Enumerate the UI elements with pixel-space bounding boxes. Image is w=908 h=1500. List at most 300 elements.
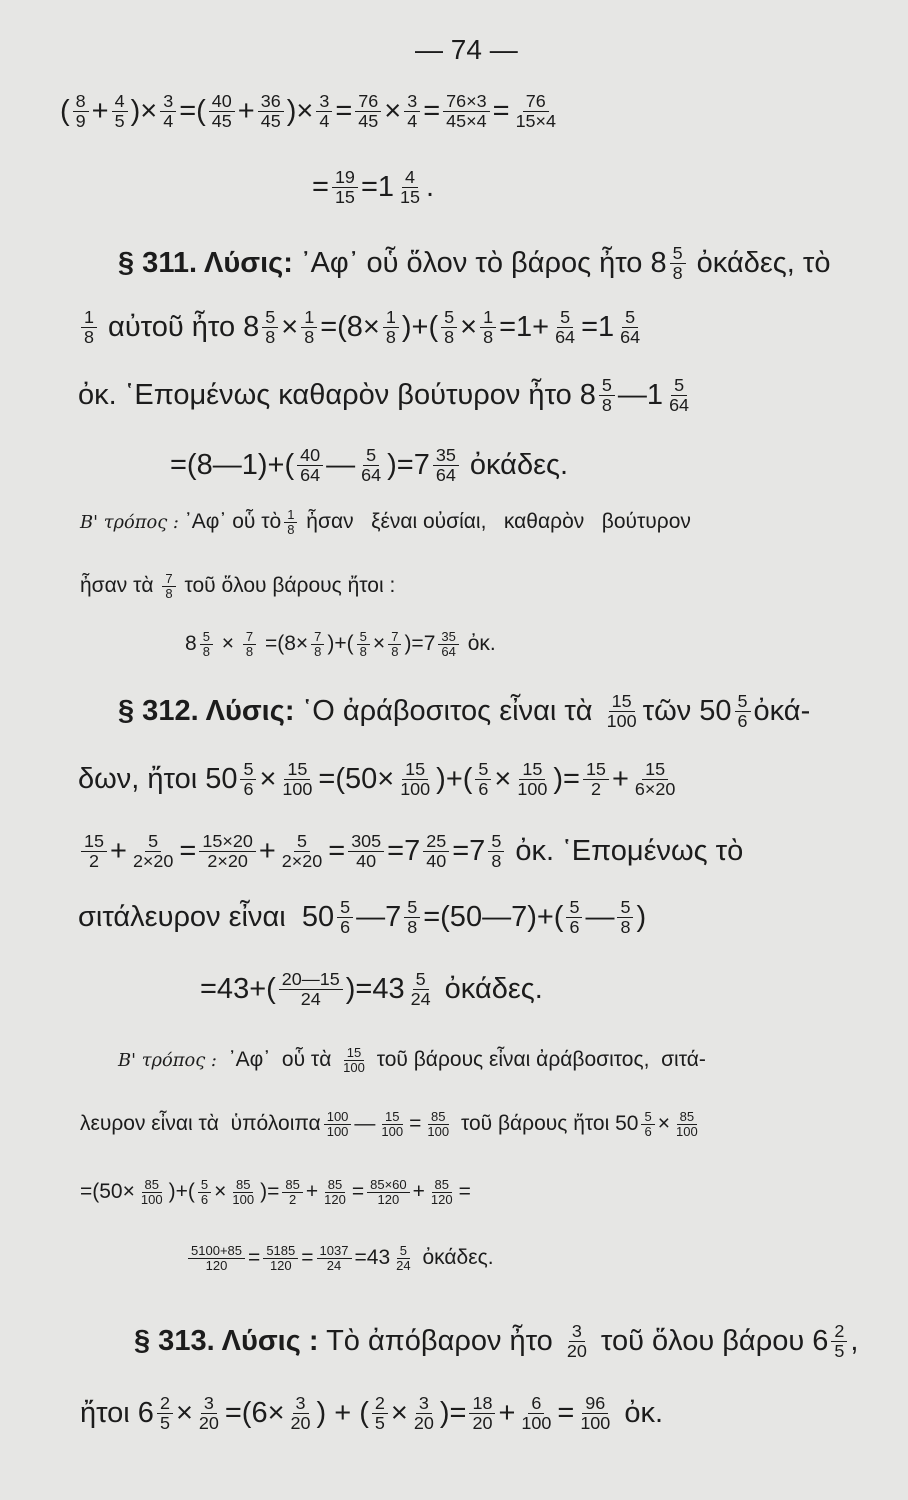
fraction xyxy=(284,508,297,536)
fraction xyxy=(279,832,325,871)
text-run: )= xyxy=(553,762,580,795)
text-run: = xyxy=(458,1180,471,1204)
denominator: 45 xyxy=(358,110,379,131)
text-line xyxy=(78,832,743,871)
page-number: — 74 — xyxy=(415,34,518,65)
numerator: 25 xyxy=(423,832,449,852)
numerator: 6 xyxy=(528,1394,544,1414)
text-line xyxy=(312,168,434,207)
text-run: =1+ xyxy=(499,310,550,343)
fraction xyxy=(404,898,420,937)
fraction xyxy=(297,446,323,485)
text-run: =(8—1)+( xyxy=(170,448,295,481)
fraction xyxy=(480,308,496,347)
denominator: 8 xyxy=(601,394,612,415)
text-run: ὀκάδες. xyxy=(461,448,569,481)
text-run: τοῦ ὅλου βάρου 6 xyxy=(592,1324,829,1357)
numerator: 7 xyxy=(388,630,401,645)
denominator: 64 xyxy=(669,394,690,415)
text-run: =(6× xyxy=(224,1396,285,1429)
fraction xyxy=(279,970,343,1009)
text-run: )× xyxy=(286,94,314,127)
text-line xyxy=(60,92,562,131)
denominator: 120 xyxy=(377,1191,400,1207)
fraction xyxy=(317,1244,352,1272)
denominator: 2 xyxy=(89,850,99,871)
text-run: =(50× xyxy=(318,762,395,795)
text-run: =(50—7)+( xyxy=(423,900,564,933)
denominator: 100 xyxy=(140,1191,163,1207)
text-run: § 313. xyxy=(134,1324,215,1357)
text-run: )+( xyxy=(327,632,354,656)
denominator: 64 xyxy=(441,643,456,659)
text-run: + xyxy=(237,94,255,127)
numerator: 85 xyxy=(325,1178,345,1193)
text-run: = xyxy=(335,94,353,127)
text-run: )=7 xyxy=(387,448,430,481)
text-run: )+( xyxy=(401,310,439,343)
denominator: 6 xyxy=(737,710,748,731)
text-run: =43+( xyxy=(200,972,276,1005)
denominator: 15×4 xyxy=(515,110,557,131)
text-run: × xyxy=(372,632,386,656)
fraction xyxy=(372,1394,388,1433)
denominator: 8 xyxy=(202,643,210,659)
numerator: 5 xyxy=(670,244,686,264)
text-run: ( xyxy=(60,94,70,127)
numerator: 18 xyxy=(469,1394,495,1414)
text-run: × xyxy=(214,1180,227,1204)
fraction xyxy=(337,898,353,937)
text-line xyxy=(80,572,395,600)
denominator: 20 xyxy=(472,1412,493,1433)
text-run: = xyxy=(351,1180,365,1204)
numerator: 76×3 xyxy=(443,92,489,112)
text-run: § 311. xyxy=(118,246,198,279)
fraction xyxy=(577,1394,613,1433)
numerator: 96 xyxy=(582,1394,608,1414)
denominator: 100 xyxy=(343,1059,365,1075)
fraction xyxy=(617,898,633,937)
denominator: 6 xyxy=(340,916,351,937)
text-run: Λύσις: xyxy=(198,694,295,727)
text-run: × xyxy=(215,632,240,656)
fraction xyxy=(673,1110,701,1138)
denominator: 8 xyxy=(314,643,322,659)
text-run: δων, ἤτοι 50 xyxy=(78,762,238,795)
numerator: 4 xyxy=(112,92,128,112)
numerator: 3 xyxy=(160,92,176,112)
text-run: )= xyxy=(260,1180,280,1204)
numerator: 76 xyxy=(355,92,381,112)
text-run: Β' τρόπος : xyxy=(118,1049,217,1071)
fraction xyxy=(632,760,678,799)
text-run: =7 xyxy=(387,834,421,867)
fraction xyxy=(378,1110,406,1138)
numerator: 7 xyxy=(243,630,256,645)
denominator: 24 xyxy=(410,988,431,1009)
text-run: ὀκ. xyxy=(461,632,496,656)
numerator: 5 xyxy=(397,1244,410,1259)
denominator: 64 xyxy=(555,326,576,347)
text-run: ἦσαν ξέναι οὐσίαι, καθαρὸν βούτυρον xyxy=(300,510,691,534)
text-run: — xyxy=(585,900,615,933)
numerator: 5 xyxy=(475,760,491,780)
text-run: ὀκ. ῾Επομένως καθαρὸν βούτυρον ἦτο 8 xyxy=(78,378,596,411)
text-run: = xyxy=(179,834,197,867)
text-run: Λύσις : xyxy=(214,1324,319,1357)
numerator: 85 xyxy=(677,1110,697,1125)
denominator: 20 xyxy=(413,1412,434,1433)
denominator: 5 xyxy=(114,110,125,131)
denominator: 64 xyxy=(361,464,382,485)
numerator: 5 xyxy=(599,376,615,396)
text-run: ὀκάδες. xyxy=(436,972,543,1005)
text-line xyxy=(170,446,568,485)
denominator: 64 xyxy=(300,464,321,485)
numerator: 4 xyxy=(402,168,418,188)
fraction xyxy=(357,630,370,658)
numerator: 15 xyxy=(81,832,107,852)
denominator: 100 xyxy=(232,1191,255,1207)
fraction xyxy=(198,1178,211,1206)
text-run: ᾿Αφ᾿ οὗ ὅλον τὸ βάρος ἦτο 8 xyxy=(292,246,667,279)
text-run: + xyxy=(412,1180,425,1204)
fraction xyxy=(282,1178,302,1206)
numerator: 5 xyxy=(566,898,582,918)
fraction xyxy=(408,970,434,1009)
fraction xyxy=(316,92,332,131)
numerator: 5 xyxy=(357,630,370,645)
numerator: 5 xyxy=(262,308,278,328)
denominator: 100 xyxy=(400,778,431,799)
text-run: + xyxy=(110,834,127,867)
numerator: 5 xyxy=(413,970,429,990)
denominator: 120 xyxy=(269,1257,292,1273)
denominator: 100 xyxy=(606,710,637,731)
denominator: 100 xyxy=(521,1412,552,1433)
fraction xyxy=(263,1244,298,1272)
numerator: 1 xyxy=(284,508,297,523)
numerator: 5 xyxy=(294,832,310,852)
denominator: 45 xyxy=(211,110,232,131)
fraction xyxy=(199,832,255,871)
denominator: 100 xyxy=(326,1123,349,1139)
numerator: 35 xyxy=(433,446,459,466)
denominator: 15 xyxy=(334,186,355,207)
text-run: =7 xyxy=(452,834,486,867)
denominator: 4 xyxy=(163,110,174,131)
numerator: 3 xyxy=(293,1394,309,1414)
numerator: 3 xyxy=(416,1394,432,1414)
fraction xyxy=(383,308,399,347)
denominator: 45 xyxy=(260,110,281,131)
fraction xyxy=(262,308,278,347)
text-run: = xyxy=(492,94,510,127)
denominator: 45×4 xyxy=(446,110,487,131)
denominator: 8 xyxy=(483,326,494,347)
text-run: § 312. xyxy=(118,694,199,727)
text-run: ) + ( xyxy=(316,1396,369,1429)
fraction xyxy=(428,1178,456,1206)
text-line xyxy=(118,244,830,283)
numerator: 5 xyxy=(404,898,420,918)
fraction xyxy=(188,1244,245,1272)
fraction xyxy=(475,760,491,799)
denominator: 6 xyxy=(644,1123,652,1139)
text-run: × xyxy=(259,762,277,795)
denominator: 100 xyxy=(282,778,313,799)
denominator: 20 xyxy=(566,1340,587,1361)
text-run: = xyxy=(423,94,441,127)
fraction xyxy=(404,92,420,131)
numerator: 15 xyxy=(382,1110,402,1125)
text-run: ὀκάδες, τὸ xyxy=(688,246,831,279)
fraction xyxy=(397,760,433,799)
text-run: + xyxy=(611,762,629,795)
denominator: 100 xyxy=(427,1123,450,1139)
fraction xyxy=(81,308,97,347)
numerator: 85 xyxy=(428,1110,448,1125)
fraction xyxy=(433,446,459,485)
denominator: 100 xyxy=(381,1123,404,1139)
fraction xyxy=(423,832,449,871)
fraction xyxy=(358,446,384,485)
fraction xyxy=(604,692,640,731)
denominator: 40 xyxy=(426,850,447,871)
text-run: —1 xyxy=(617,378,664,411)
numerator: 76 xyxy=(523,92,549,112)
numerator: 15×20 xyxy=(199,832,255,852)
text-run: ὀκά- xyxy=(753,694,811,727)
text-run: —7 xyxy=(356,900,402,933)
denominator: 24 xyxy=(300,988,321,1009)
denominator: 6×20 xyxy=(634,778,676,799)
numerator: 35 xyxy=(438,630,458,645)
numerator: 19 xyxy=(332,168,358,188)
denominator: 8 xyxy=(672,262,683,283)
text-run: )+( xyxy=(436,762,473,795)
fraction xyxy=(332,168,358,207)
text-run: Λύσις: xyxy=(197,246,293,279)
numerator: 1 xyxy=(301,308,317,328)
fraction xyxy=(73,92,89,131)
fraction xyxy=(513,92,559,131)
text-run: =(8× xyxy=(320,310,380,343)
text-run: τοῦ βάρους ἤτοι 50 xyxy=(455,1112,639,1136)
fraction xyxy=(617,308,643,347)
fraction xyxy=(340,1046,368,1074)
text-run: ῾Ο ἀράβοσιτος εἶναι τὰ xyxy=(294,694,601,727)
text-run: =1 xyxy=(581,310,615,343)
numerator: 5 xyxy=(363,446,379,466)
text-line xyxy=(185,1244,494,1272)
denominator: 100 xyxy=(580,1412,611,1433)
denominator: 4 xyxy=(407,110,418,131)
fraction xyxy=(583,760,609,799)
denominator: 120 xyxy=(205,1257,228,1273)
fraction xyxy=(564,1322,590,1361)
numerator: 2 xyxy=(372,1394,388,1414)
numerator: 15 xyxy=(583,760,609,780)
fraction xyxy=(130,832,176,871)
numerator: 100 xyxy=(324,1110,352,1125)
fraction xyxy=(196,1394,222,1433)
text-run: =1 xyxy=(360,170,395,203)
text-run: × xyxy=(494,762,512,795)
fraction xyxy=(160,92,176,131)
text-run: ὀκ. xyxy=(616,1396,664,1429)
fraction xyxy=(831,1322,847,1361)
numerator: 1 xyxy=(81,308,97,328)
fraction xyxy=(138,1178,166,1206)
numerator: 7 xyxy=(162,572,175,587)
fraction xyxy=(258,92,284,131)
denominator: 8 xyxy=(407,916,418,937)
fraction xyxy=(112,92,128,131)
fraction xyxy=(81,832,107,871)
text-run: ᾿Αφ᾿ οὗ τὸ xyxy=(178,510,282,534)
numerator: 85 xyxy=(432,1178,452,1193)
numerator: 5 xyxy=(735,692,751,712)
numerator: 5 xyxy=(198,1178,211,1193)
denominator: 8 xyxy=(385,326,396,347)
text-run: × xyxy=(281,310,299,343)
numerator: 20—15 xyxy=(279,970,343,990)
numerator: 1 xyxy=(480,308,496,328)
numerator: 15 xyxy=(642,760,668,780)
numerator: 15 xyxy=(519,760,545,780)
denominator: 20 xyxy=(290,1412,311,1433)
numerator: 5 xyxy=(622,308,638,328)
numerator: 3 xyxy=(201,1394,217,1414)
fraction xyxy=(488,832,504,871)
text-line xyxy=(78,308,646,347)
text-run: )=43 xyxy=(345,972,405,1005)
text-run: = xyxy=(557,1396,575,1429)
text-run: αὐτοῦ ἦτο 8 xyxy=(100,310,260,343)
denominator: 9 xyxy=(75,110,86,131)
text-run: — xyxy=(354,1112,376,1136)
denominator: 100 xyxy=(675,1123,698,1139)
denominator: 120 xyxy=(324,1191,346,1207)
fraction xyxy=(441,308,457,347)
numerator: 15 xyxy=(402,760,428,780)
denominator: 24 xyxy=(396,1257,411,1273)
numerator: 7 xyxy=(311,630,324,645)
numerator: 5 xyxy=(671,376,687,396)
text-run: = xyxy=(248,1246,261,1270)
denominator: 8 xyxy=(391,643,399,659)
denominator: 24 xyxy=(326,1257,342,1273)
numerator: 5 xyxy=(337,898,353,918)
text-line xyxy=(185,630,496,658)
text-run: ἤτοι 6 xyxy=(80,1396,154,1429)
text-run: )= xyxy=(439,1396,467,1429)
fraction xyxy=(552,308,578,347)
text-line xyxy=(118,1046,706,1074)
numerator: 85 xyxy=(142,1178,162,1193)
text-run: =(8× xyxy=(259,632,309,656)
text-run: + xyxy=(305,1180,319,1204)
fraction xyxy=(469,1394,495,1433)
fraction xyxy=(355,92,381,131)
denominator: 8 xyxy=(620,916,631,937)
fraction xyxy=(670,244,686,283)
denominator: 8 xyxy=(304,326,315,347)
numerator: 85 xyxy=(282,1178,302,1193)
text-line xyxy=(80,1178,471,1206)
text-run: σιτάλευρον εἶναι 50 xyxy=(78,900,335,933)
numerator: 3 xyxy=(404,92,420,112)
text-run: ὀκάδες. xyxy=(416,1246,494,1270)
text-run: ὀκ. ῾Επομένως τὸ xyxy=(507,834,744,867)
numerator: 5100+85 xyxy=(188,1244,245,1259)
denominator: 15 xyxy=(400,186,421,207)
denominator: 2 xyxy=(288,1191,297,1207)
text-run: 8 xyxy=(185,632,197,656)
denominator: 5 xyxy=(374,1412,385,1433)
denominator: 2 xyxy=(590,778,601,799)
fraction xyxy=(367,1178,410,1206)
text-run: + xyxy=(258,834,276,867)
fraction xyxy=(288,1394,314,1433)
fraction xyxy=(200,630,213,658)
numerator: 5 xyxy=(488,832,504,852)
fraction xyxy=(348,832,384,871)
text-run: = xyxy=(301,1246,314,1270)
text-run: Β' τρόπος : xyxy=(80,511,179,533)
denominator: 8 xyxy=(245,643,254,659)
text-run: × xyxy=(460,310,478,343)
text-run: =43 xyxy=(354,1246,391,1270)
text-run: × xyxy=(175,1396,193,1429)
numerator: 8 xyxy=(73,92,89,112)
numerator: 1 xyxy=(383,308,399,328)
text-run: × xyxy=(657,1112,670,1136)
text-run: τοῦ ὅλου βάρους ἤτοι : xyxy=(178,574,396,598)
text-line xyxy=(78,376,695,415)
numerator: 85×60 xyxy=(367,1178,410,1193)
fraction xyxy=(443,92,489,131)
numerator: 15 xyxy=(609,692,635,712)
denominator: 2×20 xyxy=(132,850,174,871)
denominator: 6 xyxy=(243,778,254,799)
denominator: 120 xyxy=(430,1191,453,1207)
numerator: 40 xyxy=(297,446,323,466)
numerator: 5 xyxy=(200,630,213,645)
text-run: , xyxy=(850,1324,859,1357)
denominator: 8 xyxy=(265,326,276,347)
fraction xyxy=(641,1110,654,1138)
denominator: 2×20 xyxy=(207,850,248,871)
numerator: 15 xyxy=(344,1046,364,1061)
numerator: 5 xyxy=(557,308,573,328)
denominator: 8 xyxy=(359,643,367,659)
fraction xyxy=(393,1244,413,1272)
text-run: × xyxy=(384,94,402,127)
fraction xyxy=(311,630,324,658)
text-line xyxy=(78,760,681,799)
denominator: 8 xyxy=(287,521,295,537)
denominator: 4 xyxy=(319,110,330,131)
denominator: 8 xyxy=(491,850,502,871)
fraction xyxy=(411,1394,437,1433)
text-run: × xyxy=(390,1396,408,1429)
text-run: ) xyxy=(636,900,647,933)
denominator: 5 xyxy=(834,1340,845,1361)
denominator: 6 xyxy=(200,1191,209,1207)
